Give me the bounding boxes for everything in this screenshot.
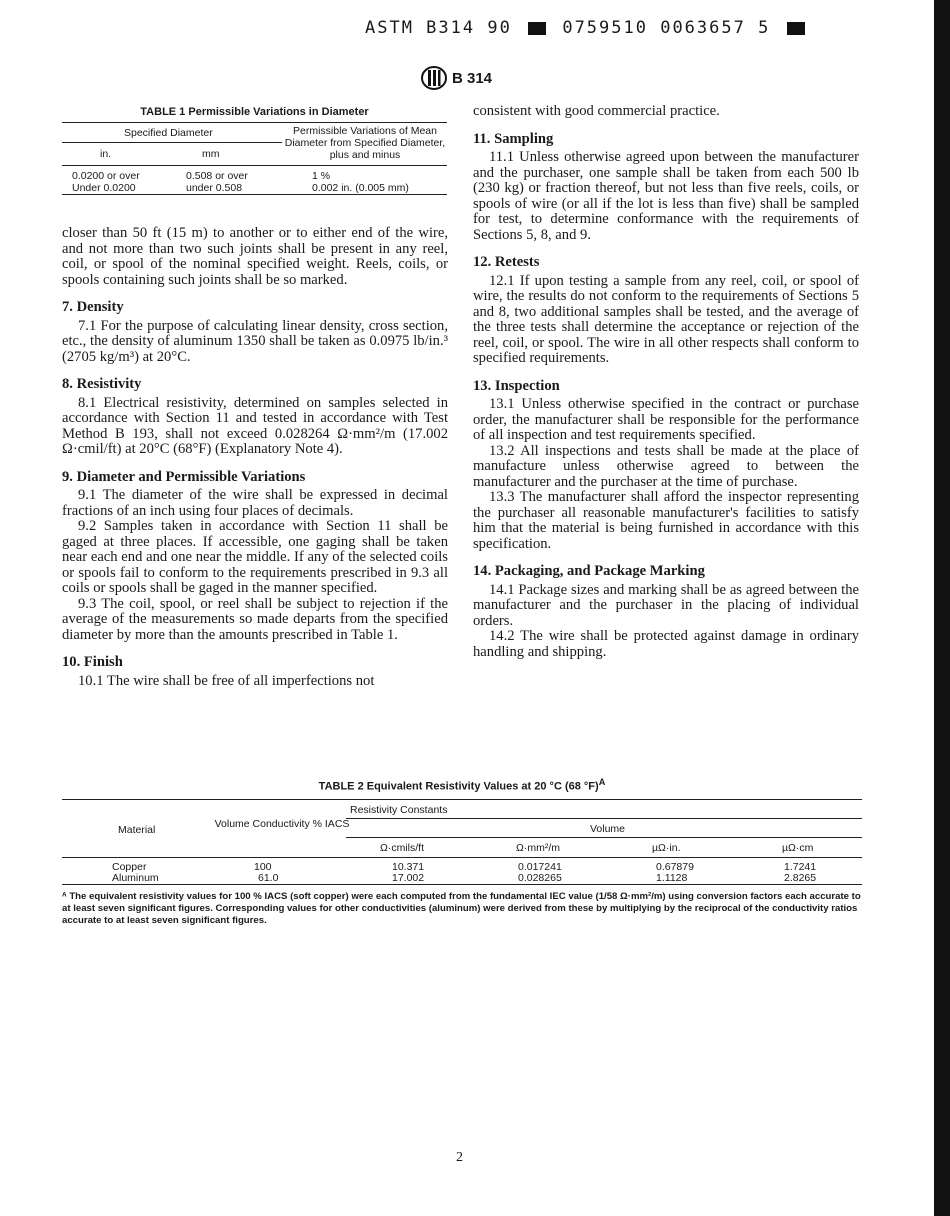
paragraph: closer than 50 ft (15 m) to another or to either end of the wire, and not more than two such joints shall be present in any reel, coil, or spool of the nominal specified weight. Reels, coils, or spools containing such joints shall be so marked. (62, 225, 448, 288)
col-mm: mm (202, 148, 220, 160)
header-code (365, 18, 809, 38)
table-cell: under 0.508 (186, 182, 243, 194)
table-cell: Copper (112, 860, 147, 873)
paragraph: 11.1 Unless otherwise agreed upon between the manufacturer and the purchaser, one sample shall be taken from each 500 lb (230 kg) or fraction thereof, but not less than five reels, coils, or spools of wire (or all if the lot is less than five) shall be sampled for test, to determine conformance with the requirements of Sections 5, 8, and 9. (473, 149, 859, 243)
unit-header: Ω·mm²/m (516, 841, 560, 854)
paragraph: 14.2 The wire shall be protected against damage in ordinary handling and shipping. (473, 628, 859, 660)
table-cell: 0.508 or over (186, 170, 248, 182)
table-cell: 1.7241 (784, 860, 817, 873)
table-cell: 0.028265 (518, 871, 562, 884)
table-1-title: TABLE 1 Permissible Variations in Diameter (140, 106, 369, 118)
section-heading: 12. Retests (473, 254, 540, 270)
paragraph: consistent with good commercial practice. (473, 103, 720, 119)
section-heading: 8. Resistivity (62, 376, 142, 392)
paragraph: 13.3 The manufacturer shall afford the inspector representing the purchaser all reasonable manufacturer's facilities to satisfy him that the material is being furnished in accordance with this specification. (473, 489, 859, 552)
header-code-part1: ASTM B314 90 (365, 18, 512, 38)
section-heading: 9. Diameter and Permissible Variations (62, 468, 306, 485)
table-2-title-text: TABLE 2 Equivalent Resistivity Values at 20 °C (68 °F) (318, 780, 599, 793)
unit-header: µΩ·in. (652, 841, 681, 854)
section-heading: 7. Density (62, 299, 124, 315)
table-1-header (62, 123, 447, 165)
col-in: in. (100, 148, 112, 160)
table-2-title-sup: A (598, 777, 606, 787)
paragraph: 8.1 Electrical resistivity, determined on samples selected in accordance with Section 11 and tested in accordance with Test Method B 193, shall not exceed 0.028264 Ω·mm²/m (17.002 Ω·cmil/ft) at 20°C (68°F) (Explanatory Note 4). (62, 394, 448, 457)
section-heading: 13. Inspection (473, 377, 560, 394)
paragraph: 9.2 Samples taken in accordance with Section 11 shall be gaged at three places. If accessible, one gaging shall be taken near each end and one near the middle. If any of the selected coils or spools fail to conform to the requirements prescribed in 9.3 all coils or spools shall be gaged in the manner specified. (62, 518, 448, 596)
paragraph: 9.3 The coil, spool, or reel shall be subject to rejection if the average of the measurements so made departs from the specified diameter by more than the amounts prescribed in Table 1. (62, 595, 448, 643)
paragraph: 7.1 For the purpose of calculating linear density, cross section, etc., the density of aluminum 1350 shall be taken as 0.0975 lb/in.³ (2705 kg/m³) at 20°C. (62, 317, 448, 365)
table-cell: 0.002 in. (0.005 mm) (312, 182, 409, 194)
col-permissible-variations: Permissible Variations of Mean Diameter from Specified Diameter, plus and minus (284, 125, 446, 161)
paragraph: 9.1 The diameter of the wire shall be expressed in decimal fractions of an inch using four places of decimals. (62, 487, 448, 519)
table-cell: 0.0200 or over (72, 170, 140, 182)
left-column (62, 226, 448, 689)
table-cell: Aluminum (112, 871, 159, 884)
table-2-footnote: ᴬ The equivalent resistivity values for 100 % IACS (soft copper) were each computed from the fundamental IEC value (1/58 Ω·mm²/m) using conversion factors each accurate to at least seven significant figures. Corresponding values for other conductivities (aluminum) were derived from these by multiplying by the reciprocal of the conductivity ratios accurate to at least seven significant figures. (62, 890, 861, 926)
col-specified-diameter: Specified Diameter (124, 127, 213, 139)
header-code-part2: 0759510 0063657 5 (562, 18, 771, 38)
document-id: B 314 (452, 69, 493, 87)
paragraph: 10.1 The wire shall be free of all imperfections not (78, 672, 375, 689)
unit-header: Ω·cmils/ft (380, 841, 425, 854)
table-cell: 100 (254, 860, 272, 873)
table-cell: 1 % (312, 170, 331, 182)
paragraph: 12.1 If upon testing a sample from any reel, coil, or spool of wire, the results do not conform to the requirements of Sections 5 and 8, two additional samples shall be tested, and the average of the three tests shall determine the acceptance or rejection of the reel, coil, or spool. The wire in all other respects shall conform to specified requirements. (473, 272, 859, 366)
unit-header: µΩ·cm (782, 841, 814, 854)
col-resistivity-constants: Resistivity Constants (350, 803, 448, 816)
table-cell: 61.0 (258, 871, 279, 884)
table-2-grid (62, 799, 862, 885)
col-material: Material (118, 823, 156, 836)
col-volume-conductivity: Volume Conductivity % IACS (214, 817, 350, 830)
section-heading: 11. Sampling (473, 130, 554, 147)
table-1-body (62, 166, 447, 194)
table-cell: 2.8265 (784, 871, 817, 884)
table-1 (62, 106, 447, 195)
table-2-title (62, 776, 862, 793)
right-column (473, 104, 859, 660)
table-cell: Under 0.0200 (72, 182, 136, 194)
section-heading: 14. Packaging, and Package Marking (473, 563, 705, 579)
col-volume: Volume (590, 822, 626, 835)
barcode-block (787, 22, 805, 35)
table-cell: 17.002 (392, 871, 425, 884)
section-heading: 10. Finish (62, 654, 123, 670)
table-cell: 1.1128 (656, 871, 688, 884)
paragraph: 14.1 Package sizes and marking shall be as agreed between the manufacturer and the purchaser in the placing of individual orders. (473, 581, 859, 629)
paragraph: 13.1 Unless otherwise specified in the contract or purchase order, the manufacturer shall be responsible for the performance of all inspection and test requirements specified. (473, 396, 859, 443)
astm-logo-icon (420, 66, 448, 90)
table-2 (62, 776, 862, 927)
table-cell: 10.371 (392, 860, 425, 873)
logo-row (420, 66, 492, 90)
table-cell: 0.017241 (518, 860, 562, 873)
scan-edge (934, 0, 950, 1216)
page-number: 2 (456, 1150, 463, 1165)
barcode-block (528, 22, 546, 35)
paragraph: 13.2 All inspections and tests shall be made at the place of manufacture unless otherwise agreed to between the manufacturer and the purchaser at the time of purchase. (473, 442, 859, 490)
table-cell: 0.67879 (656, 860, 694, 873)
